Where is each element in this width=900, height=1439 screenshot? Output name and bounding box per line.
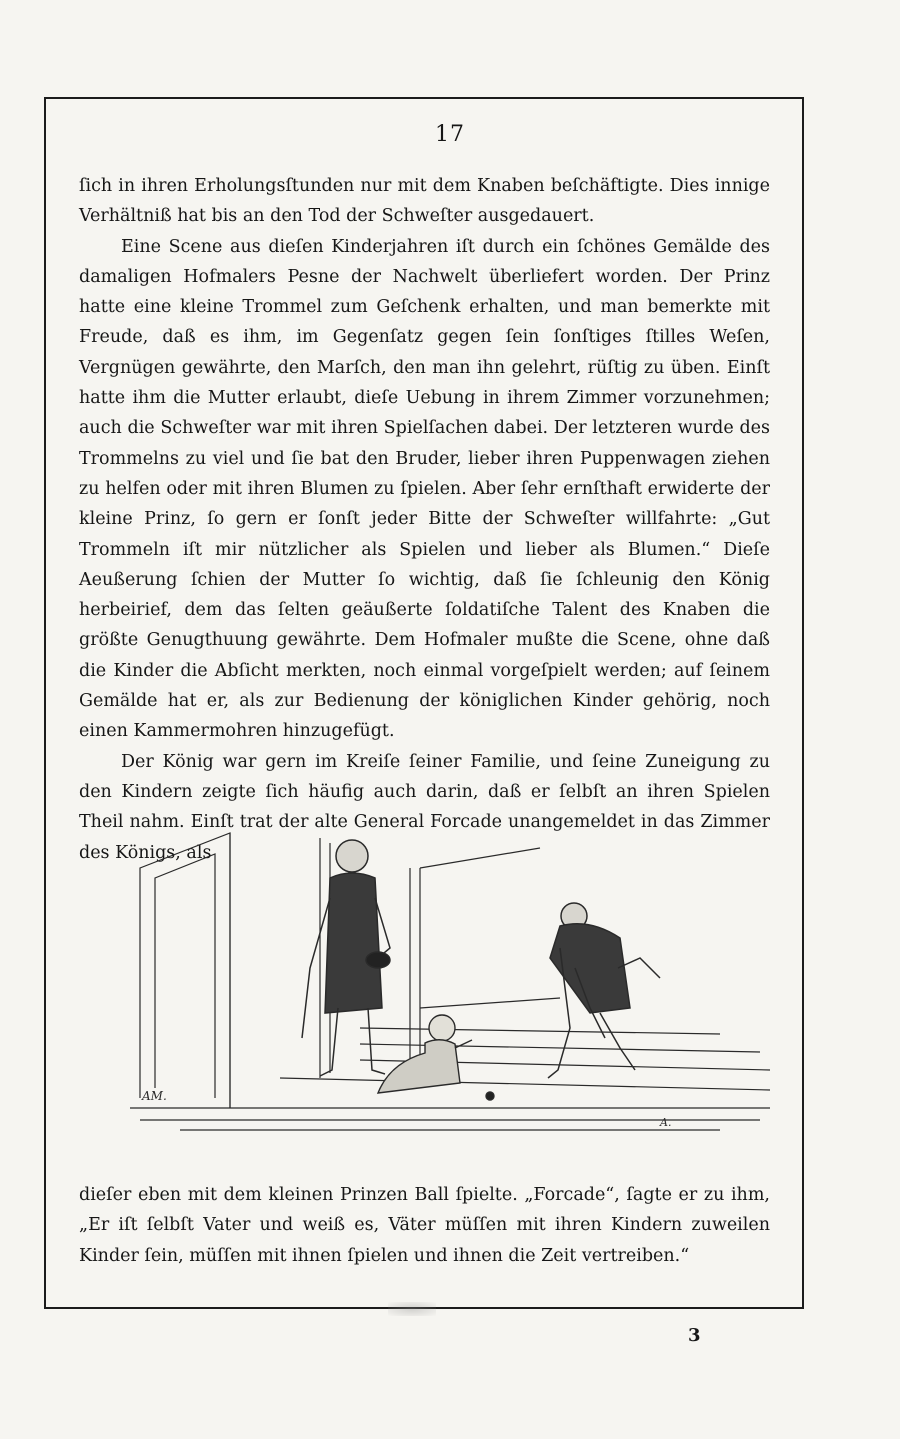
- paragraph-forcade-quote: dieſer eben mit dem kleinen Prinzen Ball ſpielte. „Forcade“, ſagte er zu ihm, „Er iſt ſelbſt Vater und weiß es, Väter müſſen mit ihren Kindern zuweilen Kinder ſein, müſſen mit ihnen ſpielen und ihnen die Zeit vertreiben.“: [79, 1185, 770, 1266]
- print-smudge: [388, 1302, 436, 1316]
- text-block-bottom: [79, 1180, 770, 1271]
- paragraph-king-family: Der König war gern im Kreiſe ſeiner Familie, und ſeine Zuneigung zu den Kindern zeigte ſich häufig auch darin, daß er ſelbſt an ihren Spielen Theil nahm. Einſt trat der alte General Forcade unangemeldet in das Zimmer des Königs, als: [79, 751, 770, 863]
- engraving-illustration: [120, 808, 780, 1148]
- page-number: 17: [435, 122, 465, 147]
- illustration-signature-left: AM.: [142, 1089, 167, 1103]
- general-figure: [302, 840, 390, 1076]
- paragraph-pesne-scene: Eine Scene aus dieſen Kinderjahren iſt durch ein ſchönes Gemälde des damaligen Hofmalers Pesne der Nachwelt überliefert worden. Der Prinz hatte eine kleine Trommel zum Geſchenk erhalten, und man bemerkte mit Freude, daß es ihm, im Gegenſatz gegen ſein ſonſtiges ſtilles Weſen, Vergnügen gewährte, den Marſch, den man ihn gelehrt, rüſtig zu üben. Einſt hatte ihm die Mutter erlaubt, dieſe Uebung in ihrem Zimmer vorzunehmen; auch die Schweſter war mit ihren Spielſachen dabei. Der letzteren wurde des Trommelns zu viel und ſie bat den Bruder, lieber ihren Puppenwagen ziehen zu helfen oder mit ihren Blumen zu ſpielen. Aber ſehr ernſthaft erwiderte der kleine Prinz, ſo gern er ſonſt jeder Bitte der Schweſter willfahrte: „Gut Trommeln iſt mir nützlicher als Spielen und lieber als Blumen.“ Dieſe Aeußerung ſchien der Mutter ſo wichtig, daß ſie ſchleunig den König herbeirief, dem das ſelten geäußerte ſoldatiſche Talent des Knaben die größte Genugthuung gewährte. Dem Hofmaler mußte die Scene, ohne daß die Kinder die Abſicht merkten, noch einmal vorgeſpielt werden; auf ſeinem Gemälde hat er, als zur Bedienung der königlichen Kinder gehörig, noch einen Kammermohren hinzugefügt.: [79, 236, 770, 742]
- child-figure: [378, 1015, 494, 1100]
- text-block-top: [79, 171, 770, 868]
- illustration-signature-right: A.: [660, 1116, 672, 1129]
- king-figure: [548, 903, 660, 1078]
- sheet-signature-number: 3: [688, 1325, 701, 1346]
- paragraph-continuation: ſich in ihren Erholungsſtunden nur mit dem Knaben beſchäftigte. Dies innige Verhältniß hat bis an den Tod der Schweſter ausgedauert.: [79, 176, 770, 227]
